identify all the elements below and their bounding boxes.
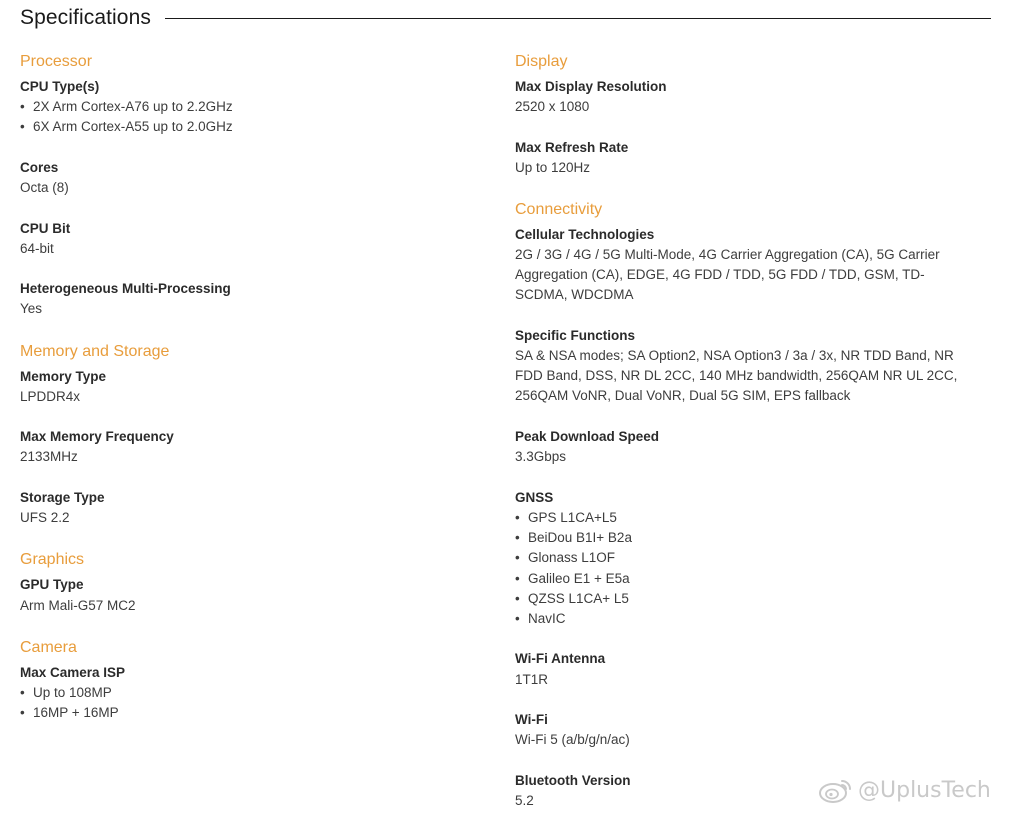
- hmp-label: Heterogeneous Multi-Processing: [20, 281, 231, 296]
- wifi-antenna-value: 1T1R: [515, 672, 549, 687]
- gnss-value: NavIC: [528, 611, 566, 627]
- weibo-icon: [818, 776, 854, 804]
- bullet-icon: •: [515, 590, 520, 606]
- list-item: [515, 609, 632, 629]
- watermark-text: @UplusTech: [858, 777, 991, 803]
- section-title-graphics: Graphics: [20, 551, 85, 568]
- page-header: [20, 4, 991, 32]
- gpu-type-label: GPU Type: [20, 577, 84, 592]
- wifi-antenna-label: Wi-Fi Antenna: [515, 651, 606, 666]
- storage-type-label: Storage Type: [20, 490, 105, 505]
- cpu-type-list: [20, 97, 233, 137]
- bullet-icon: •: [515, 550, 520, 566]
- list-item: [515, 508, 632, 528]
- bluetooth-version-value: 5.2: [515, 793, 534, 808]
- section-title-memory: Memory and Storage: [20, 343, 170, 360]
- title-divider: [165, 18, 991, 19]
- gnss-value: BeiDou B1I+ B2a: [528, 530, 632, 546]
- section-title-processor: Processor: [20, 53, 93, 70]
- cores-value: Octa (8): [20, 180, 69, 195]
- max-refresh-rate-label: Max Refresh Rate: [515, 140, 629, 155]
- max-memory-frequency-label: Max Memory Frequency: [20, 429, 174, 444]
- list-item: [515, 589, 632, 609]
- bullet-icon: •: [515, 611, 520, 627]
- cpu-bit-label: CPU Bit: [20, 221, 71, 236]
- list-item: [20, 683, 119, 703]
- camera-isp-list: [20, 683, 119, 723]
- gnss-value: GPS L1CA+L5: [528, 510, 617, 525]
- bullet-icon: •: [515, 570, 520, 586]
- camera-isp-value: 16MP + 16MP: [33, 705, 119, 721]
- list-item: [515, 528, 632, 548]
- peak-download-speed-label: Peak Download Speed: [515, 429, 660, 444]
- bullet-icon: •: [515, 530, 520, 546]
- max-display-resolution-label: Max Display Resolution: [515, 79, 667, 94]
- memory-type-value: LPDDR4x: [20, 389, 81, 404]
- bullet-icon: •: [20, 99, 25, 114]
- specific-functions-label: Specific Functions: [515, 328, 636, 343]
- list-item: [515, 548, 632, 568]
- max-camera-isp-label: Max Camera ISP: [20, 665, 126, 680]
- cpu-type-value: 6X Arm Cortex-A55 up to 2.0GHz: [33, 119, 233, 135]
- cpu-type-label: CPU Type(s): [20, 79, 100, 94]
- cpu-bit-value: 64-bit: [20, 241, 54, 256]
- specific-functions-value: SA & NSA modes; SA Option2, NSA Option3 / 3a / 3x, NR TDD Band, NR FDD Band, DSS, NR DL 2CC, 140 MHz bandwidth, 256QAM NR UL 2CC, 256QAM VoNR, Dual VoNR, Dual 5G SIM, EPS fallback: [515, 348, 958, 403]
- gnss-list: [515, 508, 632, 629]
- wifi-value: Wi-Fi 5 (a/b/g/n/ac): [515, 732, 630, 747]
- section-title-display: Display: [515, 53, 568, 70]
- hmp-value: Yes: [20, 301, 43, 316]
- cores-label: Cores: [20, 160, 59, 175]
- bullet-icon: •: [20, 705, 25, 721]
- memory-type-label: Memory Type: [20, 369, 107, 384]
- cellular-technologies-label: Cellular Technologies: [515, 227, 655, 242]
- page-title: Specifications: [20, 6, 151, 29]
- gnss-label: GNSS: [515, 490, 554, 505]
- bullet-icon: •: [20, 685, 25, 700]
- section-title-camera: Camera: [20, 639, 77, 656]
- max-display-resolution-value: 2520 x 1080: [515, 99, 590, 114]
- cellular-technologies-value: 2G / 3G / 4G / 5G Multi-Mode, 4G Carrier Aggregation (CA), 5G Carrier Aggregation (CA), EDGE, 4G FDD / TDD, 5G FDD / TDD, GSM, TD-SCDMA, WDCDMA: [515, 247, 940, 302]
- bluetooth-version-label: Bluetooth Version: [515, 773, 631, 788]
- gnss-value: Galileo E1 + E5a: [528, 570, 630, 586]
- peak-download-speed-value: 3.3Gbps: [515, 449, 567, 464]
- wifi-label: Wi-Fi: [515, 712, 548, 727]
- gnss-value: QZSS L1CA+ L5: [528, 590, 629, 606]
- max-refresh-rate-value: Up to 120Hz: [515, 160, 591, 175]
- list-item: [20, 97, 233, 117]
- gnss-value: Glonass L1OF: [528, 550, 616, 566]
- bullet-icon: •: [20, 119, 25, 135]
- list-item: [20, 117, 233, 137]
- max-memory-frequency-value: 2133MHz: [20, 449, 78, 464]
- list-item: [20, 703, 119, 723]
- bullet-icon: •: [515, 510, 520, 525]
- camera-isp-value: Up to 108MP: [33, 685, 112, 700]
- watermark: [818, 776, 991, 804]
- cpu-type-value: 2X Arm Cortex-A76 up to 2.2GHz: [33, 99, 233, 114]
- storage-type-value: UFS 2.2: [20, 510, 70, 525]
- section-title-connectivity: Connectivity: [515, 201, 603, 218]
- gpu-type-value: Arm Mali-G57 MC2: [20, 598, 136, 613]
- list-item: [515, 569, 632, 589]
